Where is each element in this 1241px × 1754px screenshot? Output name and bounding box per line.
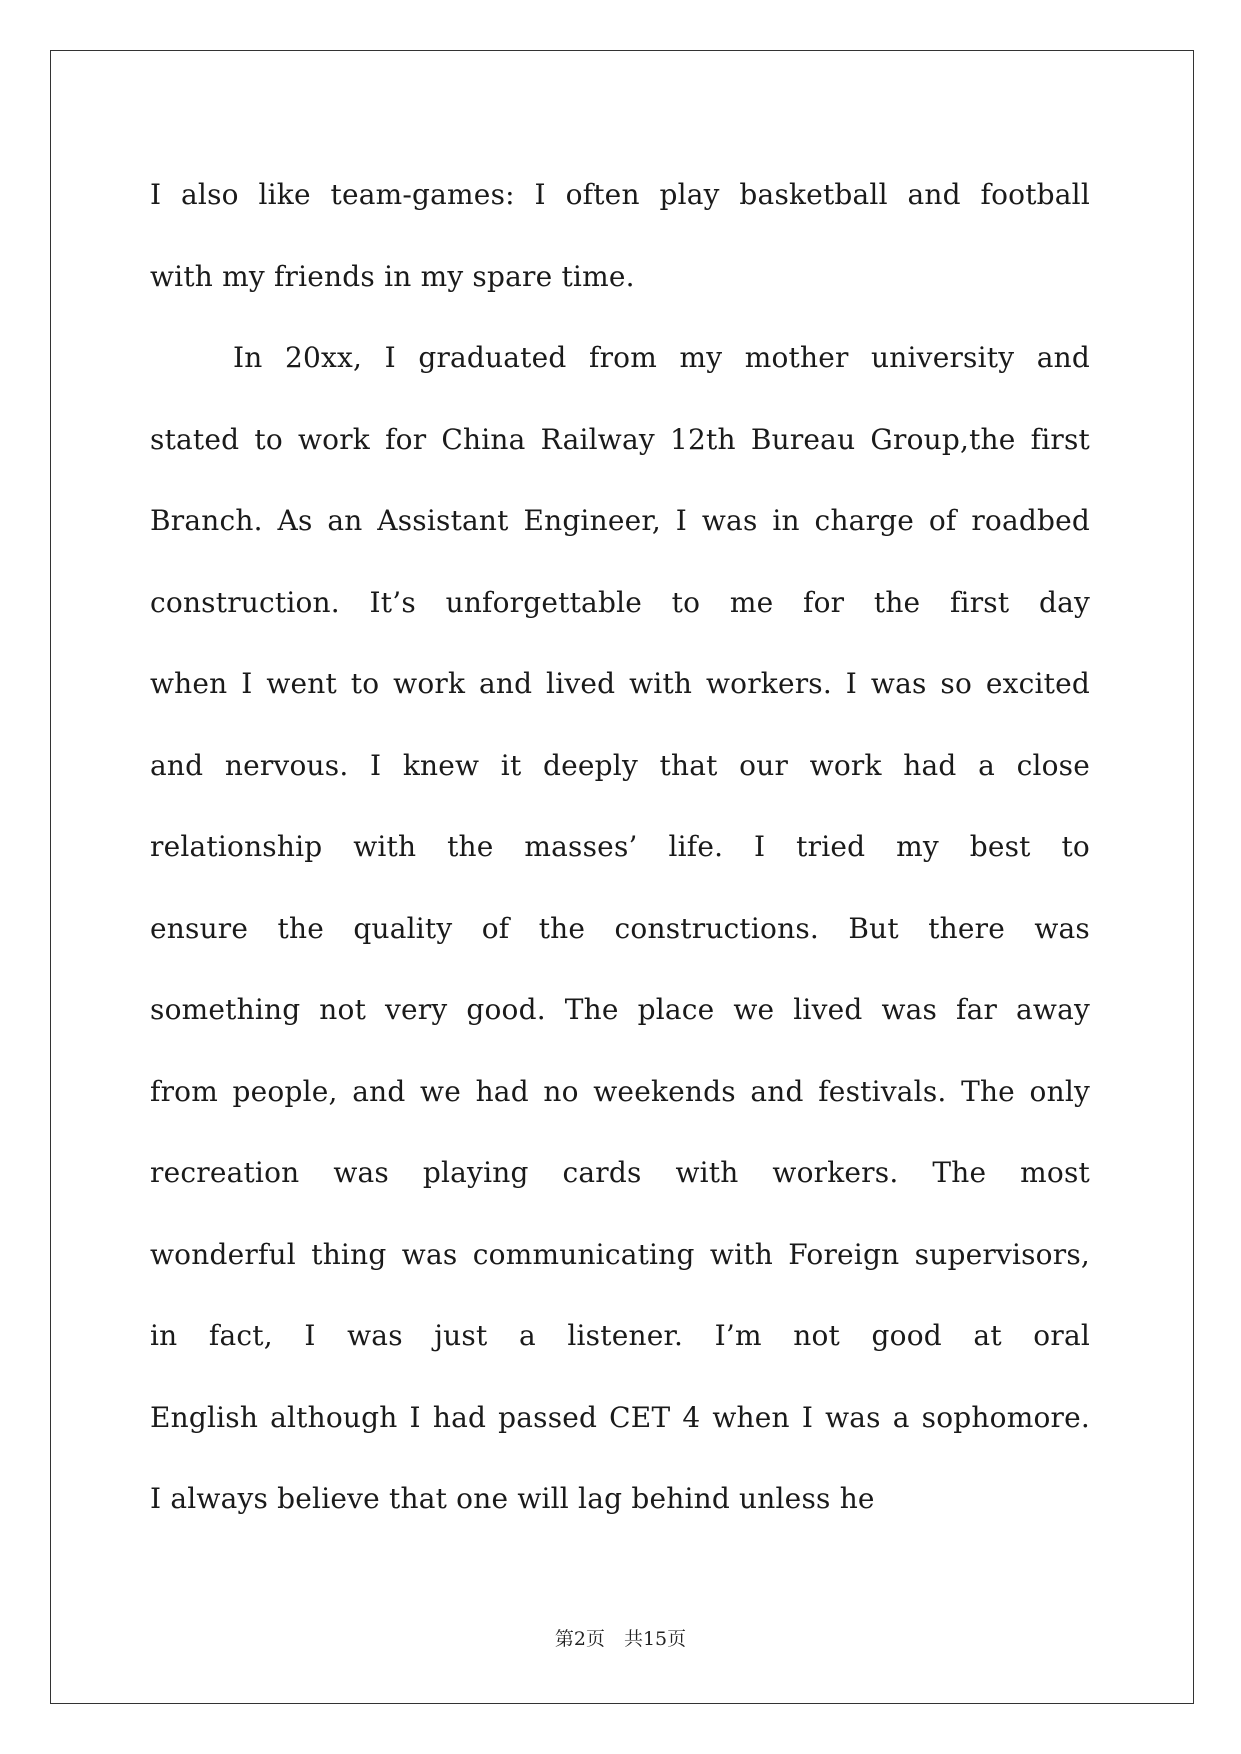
text-line: when I went to work and lived with workers. I was so excited <box>150 667 1090 700</box>
text-line: Branch. As an Assistant Engineer, I was in charge of roadbed <box>150 504 1090 537</box>
body-text <box>150 154 1090 1540</box>
page-number-footer: 第2页 共15页 <box>554 1628 687 1650</box>
text-line: with my friends in my spare time. <box>150 259 635 293</box>
text-line: recreation was playing cards with workers. The most <box>150 1156 1090 1189</box>
text-line: and nervous. I knew it deeply that our work had a close <box>150 748 1090 782</box>
text-line: in fact, I was just a listener. I’m not good at oral <box>150 1319 1090 1352</box>
text-line: wonderful thing was communicating with Foreign supervisors, <box>150 1237 1090 1271</box>
text-line: ensure the quality of the constructions. But there was <box>150 911 1090 945</box>
text-line: I always believe that one will lag behind unless he <box>150 1482 875 1515</box>
text-line: stated to work for China Railway 12th Bureau Group,the first <box>150 422 1090 456</box>
text-line: from people, and we had no weekends and festivals. The only <box>150 1074 1090 1108</box>
text-line: construction. It’s unforgettable to me for the first day <box>150 585 1090 619</box>
text-line: something not very good. The place we lived was far away <box>150 993 1090 1026</box>
paragraph-start-line: In 20xx, I graduated from my mother university and <box>233 341 1090 374</box>
text-line: I also like team-games: I often play basketball and football <box>150 178 1090 211</box>
text-line: relationship with the masses’ life. I tried my best to <box>150 830 1090 863</box>
text-line: English although I had passed CET 4 when I was a sophomore. <box>150 1400 1090 1434</box>
